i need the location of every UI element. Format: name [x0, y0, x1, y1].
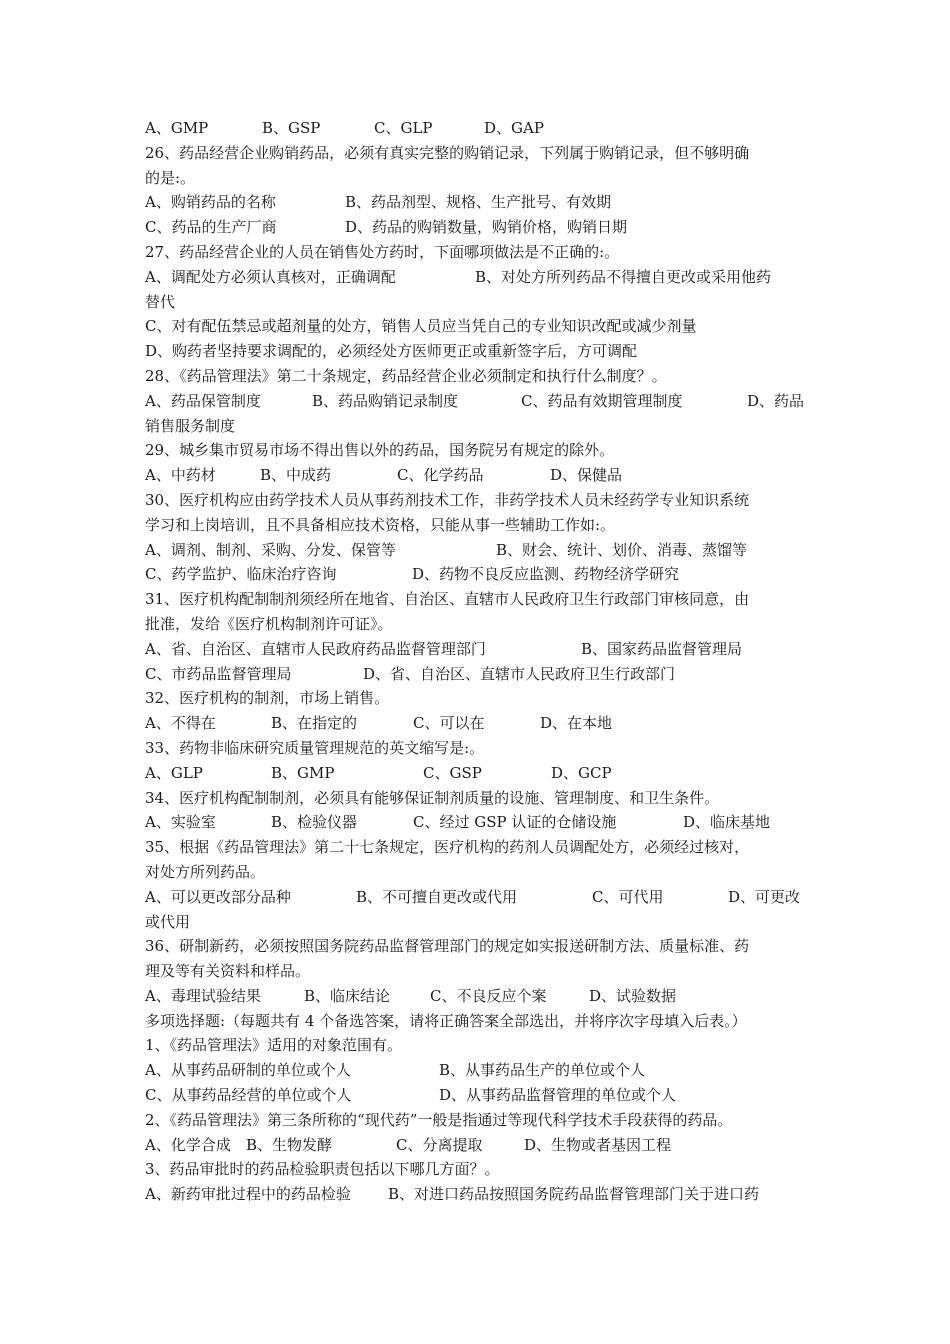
question-text-line: 多项选择题:（每题共有 4 个备选答案，请将正确答案全部选出，并将序次字母填入后表。）	[145, 1011, 747, 1030]
option-c: C、分离提取	[396, 1135, 483, 1154]
option-b: D、药物不良反应监测、药物经济学研究	[412, 565, 680, 584]
option-a: A、实验室	[145, 813, 216, 832]
question-text-line: 理及等有关资料和样品。	[145, 962, 311, 981]
option-a: A、从事药品研制的单位或个人	[145, 1061, 351, 1080]
option-a: C、药学监护、临床治疗咨询	[145, 565, 337, 584]
option-c: C、药品有效期管理制度	[521, 391, 683, 410]
option-d: D、试验数据	[589, 986, 677, 1005]
question-text-line: 29、城乡集市贸易市场不得出售以外的药品，国务院另有规定的除外。	[145, 441, 615, 460]
options-row	[145, 215, 813, 240]
question-text-line: 对处方所列药品。	[145, 862, 266, 881]
question-text-line: 3、药品审批时的药品检验职责包括以下哪几方面？。	[145, 1160, 500, 1179]
option-d: D、GCP	[551, 763, 612, 782]
option-d: D、药品	[747, 391, 805, 410]
option-c: C、经过 GSP 认证的仓储设施	[413, 813, 617, 832]
option-a: A、毒理试验结果	[145, 986, 261, 1005]
question-text-line: 32、医疗机构的制剂，市场上销售。	[145, 689, 390, 708]
option-d: D、生物或者基因工程	[524, 1135, 672, 1154]
options-row	[145, 116, 813, 141]
option-a: A、可以更改部分品种	[145, 887, 291, 906]
question-text-line: 2、《药品管理法》第三条所称的“现代药”一般是指通过等现代科学技术手段获得的药品。	[145, 1110, 733, 1129]
option-b: B、检验仪器	[271, 813, 358, 832]
question-text-line: 28、《药品管理法》第二十条规定，药品经营企业必须制定和执行什么制度？。	[145, 366, 667, 385]
options-row	[145, 389, 813, 414]
options-row	[145, 761, 813, 786]
option-b: D、从事药品监督管理的单位或个人	[439, 1086, 677, 1105]
question-text-line: 27、药品经营企业的人员在销售处方药时，下面哪项做法是不正确的:。	[145, 242, 620, 261]
option-b: D、省、自治区、直辖市人民政府卫生行政部门	[363, 664, 676, 683]
option-b: B、临床结论	[304, 986, 391, 1005]
option-a: A、GLP	[145, 763, 203, 782]
question-text-line: 学习和上岗培训，且不具备相应技术资格，只能从事一些辅助工作如:。	[145, 515, 616, 534]
option-b: B、GSP	[262, 119, 321, 137]
option-c: C、化学药品	[397, 466, 484, 485]
option-b: B、对处方所列药品不得擅自更改或采用他药	[475, 267, 772, 286]
option-c: C、可代用	[592, 887, 664, 906]
option-b: B、不可擅自更改或代用	[356, 887, 518, 906]
options-row	[145, 984, 813, 1009]
option-a: A、中药材	[145, 466, 216, 485]
option-a: A、省、自治区、直辖市人民政府药品监督管理部门	[145, 639, 486, 658]
option-b: B、国家药品监督管理局	[581, 639, 743, 658]
options-row	[145, 637, 813, 662]
option-b: B、中成药	[260, 466, 332, 485]
options-row	[145, 1058, 813, 1083]
options-row	[145, 711, 813, 736]
option-d: D、保健品	[550, 466, 623, 485]
option-d: D、在本地	[540, 714, 613, 733]
option-b: B、对进口药品按照国务院药品监督管理部门关于进口药	[388, 1185, 760, 1204]
question-text-line: 35、根据《药品管理法》第二十七条规定，医疗机构的药剂人员调配处方，必须经过核对，	[145, 838, 750, 857]
option-a: A、药品保管制度	[145, 391, 261, 410]
option-d: D、可更改	[728, 887, 801, 906]
option-a: A、不得在	[145, 714, 216, 733]
option-c: C、可以在	[413, 714, 485, 733]
option-a: C、从事药品经营的单位或个人	[145, 1086, 352, 1105]
options-row	[145, 1182, 813, 1207]
option-a: A、购销药品的名称	[145, 193, 276, 212]
options-row	[145, 190, 813, 215]
option-b: B、药品购销记录制度	[312, 391, 459, 410]
option-a: A、GMP	[145, 119, 209, 137]
option-a: A、新药审批过程中的药品检验	[145, 1185, 351, 1204]
option-b: D、药品的购销数量，购销价格，购销日期	[345, 218, 628, 237]
question-text-line: 替代	[145, 292, 176, 311]
question-text-line: C、对有配伍禁忌或超剂量的处方，销售人员应当凭自己的专业知识改配或减少剂量	[145, 317, 697, 336]
options-row	[145, 265, 813, 290]
option-b: B、从事药品生产的单位或个人	[439, 1061, 646, 1080]
question-text-line: 26、药品经营企业购销药品，必须有真实完整的购销记录，下列属于购销记录，但不够明确	[145, 143, 750, 162]
question-text-line: 销售服务制度	[145, 416, 236, 435]
question-text-line: 34、医疗机构配制制剂，必须具有能够保证制剂质量的设施、管理制度、和卫生条件。	[145, 788, 720, 807]
option-b: B、生物发酵	[246, 1135, 333, 1154]
question-text-line: 36、研制新药，必须按照国务院药品监督管理部门的规定如实报送研制方法、质量标准、药	[145, 937, 750, 956]
question-text-line: 33、药物非临床研究质量管理规范的英文缩写是:。	[145, 738, 485, 757]
options-row	[145, 810, 813, 835]
option-d: D、临床基地	[683, 813, 771, 832]
option-a: A、调剂、制剂、采购、分发、保管等	[145, 540, 396, 559]
question-text-line: 批准，发给《医疗机构制剂许可证》。	[145, 614, 393, 633]
option-d: D、GAP	[484, 119, 544, 137]
options-row	[145, 463, 813, 488]
options-row	[145, 1083, 813, 1108]
document-page	[145, 116, 813, 1207]
option-a: A、化学合成	[145, 1135, 231, 1154]
option-c: C、GLP	[374, 119, 433, 137]
option-a: A、调配处方必须认真核对，正确调配	[145, 267, 396, 286]
options-row	[145, 1133, 813, 1158]
option-b: B、财会、统计、划价、消毒、蒸馏等	[496, 540, 748, 559]
options-row	[145, 662, 813, 687]
question-text-line: D、购药者坚持要求调配的，必须经处方医师更正或重新签字后，方可调配	[145, 342, 638, 361]
option-a: C、市药品监督管理局	[145, 664, 292, 683]
question-text-line: 30、医疗机构应由药学技术人员从事药剂技术工作，非药学技术人员未经药学专业知识系统	[145, 490, 750, 509]
option-b: B、药品剂型、规格、生产批号、有效期	[345, 193, 612, 212]
option-b: B、GMP	[271, 763, 335, 782]
option-a: C、药品的生产厂商	[145, 218, 277, 237]
option-c: C、GSP	[423, 763, 482, 782]
question-text-line: 31、医疗机构配制制剂须经所在地省、自治区、直辖市人民政府卫生行政部门审核同意，由	[145, 590, 750, 609]
question-text-line: 的是:。	[145, 168, 196, 187]
question-text-line: 1、《药品管理法》适用的对象范围有。	[145, 1036, 403, 1055]
question-text-line: 或代用	[145, 912, 191, 931]
option-b: B、在指定的	[271, 714, 358, 733]
option-c: C、不良反应个案	[430, 986, 547, 1005]
options-row	[145, 538, 813, 563]
options-row	[145, 562, 813, 587]
options-row	[145, 885, 813, 910]
